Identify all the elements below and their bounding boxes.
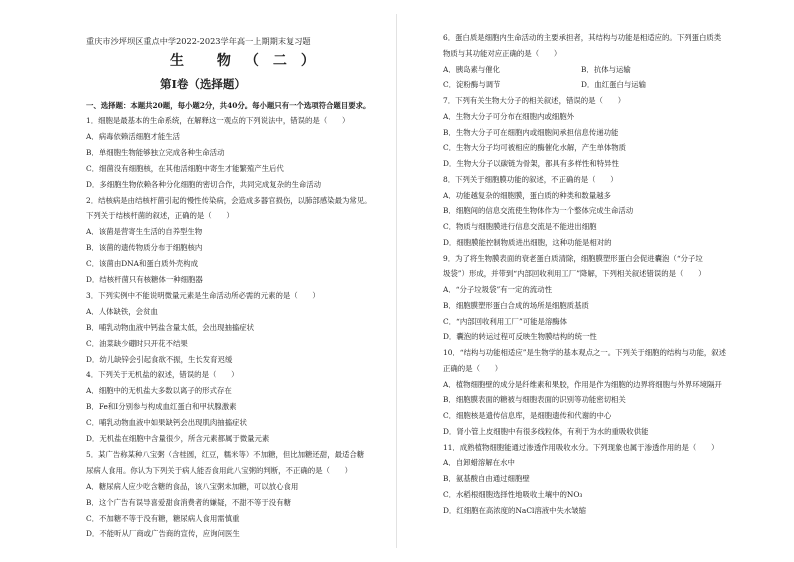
answer-option: C．细菌没有细胞核，在其他活细胞中寄生才能繁殖产生后代 — [86, 164, 284, 173]
answer-option: C．淀粉酶与调节 — [443, 80, 501, 89]
answer-option: C．不加糖不等于没有糖，糖尿病人食用需慎重 — [86, 514, 240, 523]
volume-heading: 第Ⅰ卷（选择题） — [160, 77, 246, 91]
answer-option: C．物质与细胞膜进行信息交流是不能进出细胞 — [443, 222, 597, 231]
question-text: 正确的是（ ） — [443, 364, 503, 373]
answer-option: A．细胞中的无机盐大多数以离子的形式存在 — [86, 386, 232, 395]
answer-option: D．红细胞在高浓度的NaCl溶液中失水皱缩 — [443, 506, 587, 515]
answer-option: C．细胞核是遗传信息库，是细胞遗传和代谢的中心 — [443, 411, 612, 420]
answer-option: A．“分子垃圾袋”有一定的流动性 — [443, 285, 552, 294]
answer-option: D．囊泡的转运过程可反映生物膜结构的统一性 — [443, 332, 597, 341]
question-text: 圾袋”）形成，并带到“内部回收利用工厂”降解，下列相关叙述错误的是（ ） — [443, 269, 706, 278]
answer-option: D．幼儿缺锌会引起食欲不振，生长发育迟缓 — [86, 355, 233, 364]
answer-option: C．“内部回收利用工厂”可能是溶酶体 — [443, 317, 568, 326]
question-text: 4．下列关于无机盐的叙述，错误的是（ ） — [86, 370, 239, 379]
question-text: 6．蛋白质是细胞内生命活动的主要承担者，其结构与功能是相适应的。下列蛋白质类 — [443, 33, 722, 42]
question-text: 10．“结构与功能相适应”是生物学的基本观点之一。下列关于细胞的结构与功能，叙述 — [443, 348, 727, 357]
question-text: 尿病人食用。你认为下列关于病人能否食用此八宝粥的判断，不正确的是（ ） — [86, 466, 353, 475]
answer-option: C．该菌由DNA和蛋白质外壳构成 — [86, 259, 199, 268]
answer-option: A．生物大分子可分布在细胞内或细胞外 — [443, 112, 574, 121]
answer-option: D．肾小管上皮细胞中有很多线粒体，有利于为水的重吸收供能 — [443, 427, 649, 436]
answer-option: A．胰岛素与催化 — [443, 65, 501, 74]
answer-option: A．该菌是营寄生生活的自养型生物 — [86, 227, 203, 236]
answer-option: A．植物细胞壁的成分是纤维素和果胶，作用是作为细胞的边界将细胞与外界环境隔开 — [443, 380, 722, 389]
answer-option: B．细胞间的信息交流使生物体作为一个整体完成生命活动 — [443, 206, 634, 215]
answer-option: A．糖尿病人应少吃含糖的食品，该八宝粥未加糖，可以放心食用 — [86, 482, 299, 491]
answer-option: D．细胞膜能控制物质进出细胞，这种功能是相对的 — [443, 238, 612, 247]
question-text: 8．下列关于细胞膜功能的叙述，不正确的是（ ） — [443, 175, 618, 184]
answer-option: B．抗体与运输 — [581, 65, 631, 74]
answer-option: B．单细胞生物能够独立完成各种生命活动 — [86, 148, 225, 157]
question-text: 物质与其功能对应正确的是（ ） — [443, 49, 562, 58]
question-text: 1．细胞是最基本的生命系统，在解释这一观点的下列说法中，错误的是（ ） — [86, 116, 350, 125]
answer-option: B．这个广告有误导喜爱甜食消费者的嫌疑，不甜不等于没有糖 — [86, 498, 291, 507]
answer-option: B．细胞膜塑形蛋白合成的场所是细胞质基质 — [443, 301, 589, 310]
question-text: 下列关于结核杆菌的叙述，正确的是（ ） — [86, 211, 234, 220]
answer-option: D．生物大分子以碳链为骨架，都具有多样性和特异性 — [443, 159, 619, 168]
question-text: 11．成熟植物细胞能通过渗透作用吸收水分。下列现象也属于渗透作用的是（ ） — [443, 443, 719, 452]
answer-option: B．生物大分子可在细胞内或细胞间承担信息传递功能 — [443, 128, 619, 137]
answer-option: D．无机盐在细胞中含量很少，所含元素都属于微量元素 — [86, 434, 270, 443]
section-instructions: 一、选择题：本题共20题，每小题2分，共40分。每小题只有一个选项符合题目要求。 — [86, 101, 371, 110]
question-text: 3．下列实例中不能说明微量元素是生命活动所必需的元素的是（ ） — [86, 291, 320, 300]
answer-option: C．水稻根细胞选择性地吸收土壤中的NO₃ — [443, 490, 583, 499]
answer-option: A．病毒依赖活细胞才能生活 — [86, 132, 181, 141]
answer-option: C．油菜缺少硼时只开花不结果 — [86, 339, 188, 348]
answer-option: D．多细胞生物依赖各种分化细胞的密切合作，共同完成复杂的生命活动 — [86, 180, 322, 189]
answer-option: A．自卸蜡溶解在水中 — [443, 458, 515, 467]
answer-option: D．结核杆菌只有核糖体一种细胞器 — [86, 275, 203, 284]
answer-option: B．该菌的遗传物质分布于细胞核内 — [86, 243, 203, 252]
answer-option: B．细胞膜表面的糖被与细胞表面的识别等功能密切相关 — [443, 395, 626, 404]
answer-option: B．哺乳动物血液中钙盐含量太低，会出现抽搐症状 — [86, 323, 255, 332]
answer-option: C．生物大分子均可被相应的酶催化水解，产生单体物质 — [443, 143, 627, 152]
answer-option: D．不能听从厂商或广告商的宣传，应询问医生 — [86, 529, 240, 538]
answer-option: C．哺乳动物血液中如果缺钙会出现肌肉抽搐症状 — [86, 418, 247, 427]
question-text: 9．为了将生物膜表面的衰老蛋白质清除，细胞膜塑形蛋白会促进囊泡（“分子垃 — [443, 254, 703, 263]
answer-option: B．氨基酸自由通过细胞壁 — [443, 474, 530, 483]
question-text: 7．下列有关生物大分子的相关叙述，错误的是（ ） — [443, 96, 626, 105]
answer-option: A．人体缺铁，会贫血 — [86, 307, 158, 316]
exam-title: 重庆市沙坪坝区重点中学2022-2023学年高一上期期末复习题 — [86, 36, 311, 46]
question-text: 2．结核病是由结核杆菌引起的慢性传染病，会造成多器官损伤，以肺部感染最为常见。 — [86, 196, 372, 205]
question-text: 5．某广告称某种八宝粥（含桂圆，红豆，糯米等）不加糖，但比加糖还甜，最适合糖 — [86, 450, 365, 459]
subject-heading: 生 物（二） — [170, 53, 329, 69]
answer-option: D．血红蛋白与运输 — [581, 80, 647, 89]
column-divider — [396, 14, 397, 548]
answer-option: A．功能越复杂的细胞膜，蛋白质的种类和数量越多 — [443, 191, 611, 200]
answer-option: B．Fe和I分别参与构成血红蛋白和甲状腺激素 — [86, 402, 237, 411]
